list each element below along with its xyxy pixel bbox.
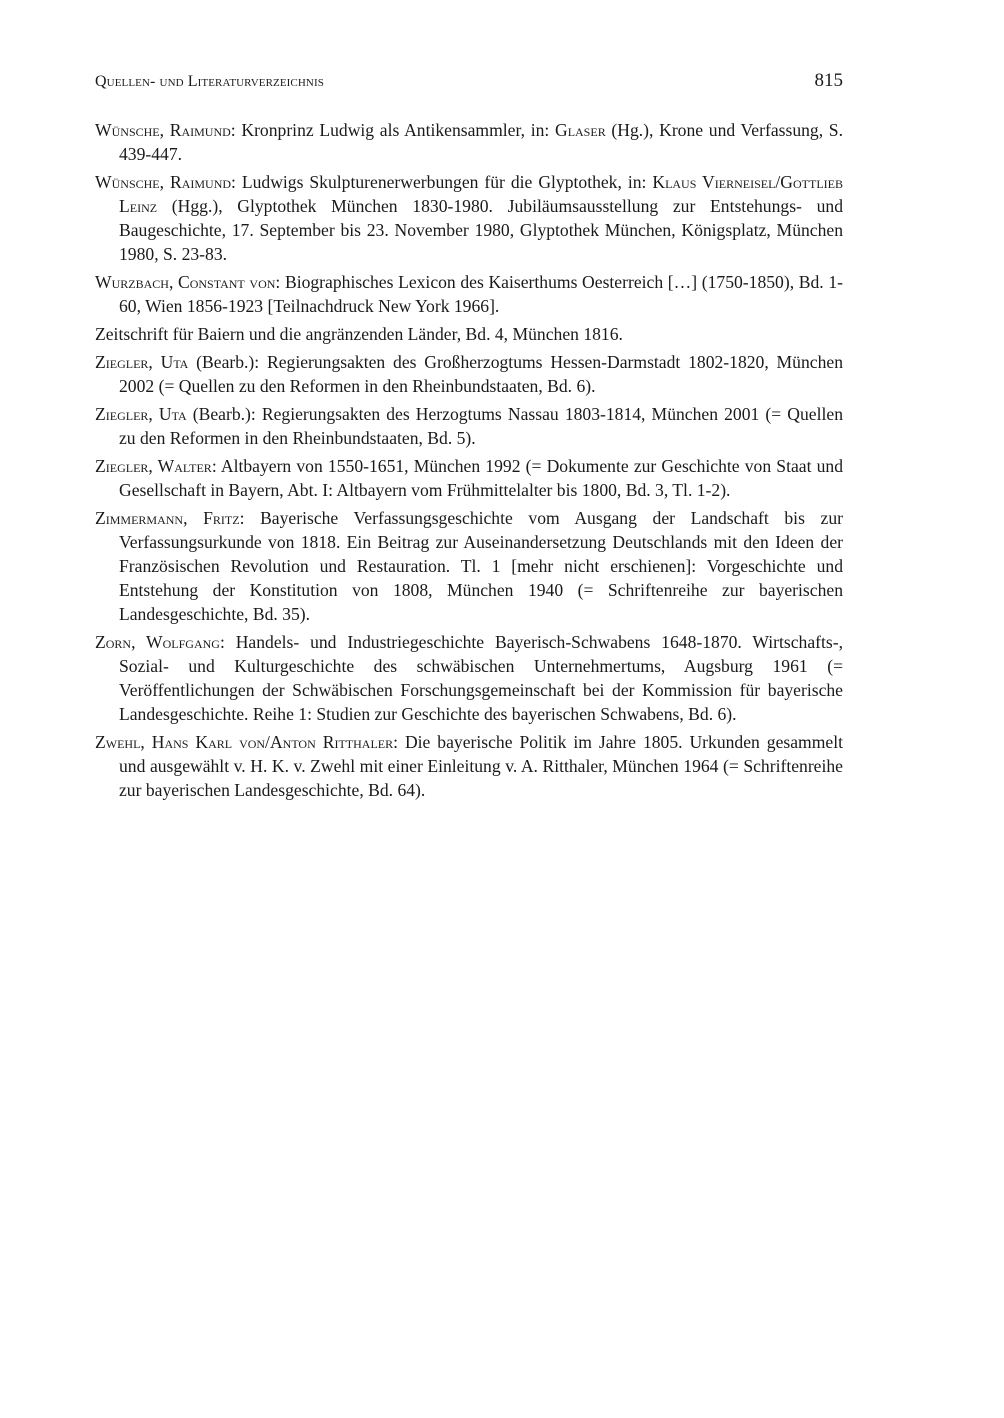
- entry-text: : Bayerische Verfassungsgeschichte vom Ausgang der Landschaft bis zur Verfassungsurkunde von 1818. Ein Beitrag zur Auseinandersetzung Deutschlands mit den Ideen der Französischen Revolution und Restauration. Tl. 1 [mehr nicht erschienen]: Vorgeschichte und Entstehung der Konstitution von 1808, München 1940 (= Schriftenreihe zur bayerischen Landesgeschichte, Bd. 35).: [119, 508, 844, 624]
- bibliography-list: [95, 118, 843, 802]
- entry-author: Ziegler, Uta: [95, 404, 187, 424]
- entry-author: Zwehl, Hans Karl von/Anton Ritthaler: [95, 732, 394, 752]
- bibliography-entry: [95, 350, 843, 398]
- entry-text: : Ludwigs Skulpturenerwerbungen für die Glyptothek, in:: [231, 172, 653, 192]
- bibliography-entry: [95, 322, 843, 346]
- entry-author: Ziegler, Uta: [95, 352, 189, 372]
- entry-editor: Glaser: [554, 120, 606, 140]
- entry-text: : Die bayerische Politik im Jahre 1805. Urkunden gesammelt und ausgewählt v. H. K. v. Zwehl mit einer Einleitung v. A. Ritthaler, München 1964 (= Schriftenreihe zur bayerischen Landesgeschichte, Bd. 64).: [119, 732, 843, 800]
- entry-rest: (Hg.), Krone und Verfassung, S. 439-447.: [119, 120, 843, 164]
- entry-author: Wünsche, Raimund: [95, 120, 231, 140]
- entry-author: Ziegler, Walter: [95, 456, 212, 476]
- entry-text: : Altbayern von 1550-1651, München 1992 (= Dokumente zur Geschichte von Staat und Gesellschaft in Bayern, Abt. I: Altbayern vom Frühmittelalter bis 1800, Bd. 3, Tl. 1-2).: [119, 456, 844, 500]
- bibliography-entry: [95, 454, 843, 502]
- entry-text: (Bearb.): Regierungsakten des Großherzogtums Hessen-Darmstadt 1802-1820, München 2002 (= Quellen zu den Reformen in den Rheinbundstaaten, Bd. 6).: [119, 352, 843, 396]
- bibliography-entry: [95, 118, 843, 166]
- entry-text: : Handels- und Industriegeschichte Bayerisch-Schwabens 1648-1870. Wirtschafts-, Sozial- und Kulturgeschichte des schwäbischen Unternehmertums, Augsburg 1961 (= Veröffentlichungen der Schwäbischen Forschungsgemeinschaft bei der Kommission für bayerische Landesgeschichte. Reihe 1: Studien zur Geschichte des bayerischen Schwabens, Bd. 6).: [119, 632, 843, 724]
- bibliography-entry: [95, 630, 843, 726]
- bibliography-entry: [95, 402, 843, 450]
- entry-text: (Bearb.): Regierungsakten des Herzogtums Nassau 1803-1814, München 2001 (= Quellen zu den Reformen in den Rheinbundstaaten, Bd. 5).: [119, 404, 843, 448]
- page-number: 815: [814, 70, 843, 91]
- entry-text: : Kronprinz Ludwig als Antikensammler, in:: [230, 120, 555, 140]
- entry-text: Zeitschrift für Baiern und die angränzenden Länder, Bd. 4, München 1816.: [95, 324, 623, 344]
- bibliography-entry: [95, 170, 843, 266]
- running-title: Quellen- und Literaturverzeichnis: [95, 73, 324, 90]
- entry-author: Wurzbach, Constant von: [95, 272, 276, 292]
- entry-author: Wünsche, Raimund: [95, 172, 232, 192]
- entry-author: Zimmermann, Fritz: [95, 508, 240, 528]
- running-head: [95, 70, 843, 102]
- entry-rest: (Hgg.), Glyptothek München 1830-1980. Jubiläumsausstellung zur Entstehungs- und Baugeschichte, 17. September bis 23. November 1980, Glyptothek München, Königsplatz, München 1980, S. 23-83.: [119, 196, 843, 264]
- bibliography-entry: [95, 270, 843, 318]
- bibliography-entry: [95, 506, 843, 626]
- entry-author: Zorn, Wolfgang: [95, 632, 220, 652]
- bibliography-page: [95, 70, 843, 806]
- entry-text: : Biographisches Lexicon des Kaiserthums Oesterreich […] (1750-1850), Bd. 1-60, Wien 1856-1923 [Teilnachdruck New York 1966].: [119, 272, 843, 316]
- bibliography-entry: [95, 730, 843, 802]
- entry-editor: Klaus Vierneisel/Gottlieb Leinz: [119, 172, 843, 216]
